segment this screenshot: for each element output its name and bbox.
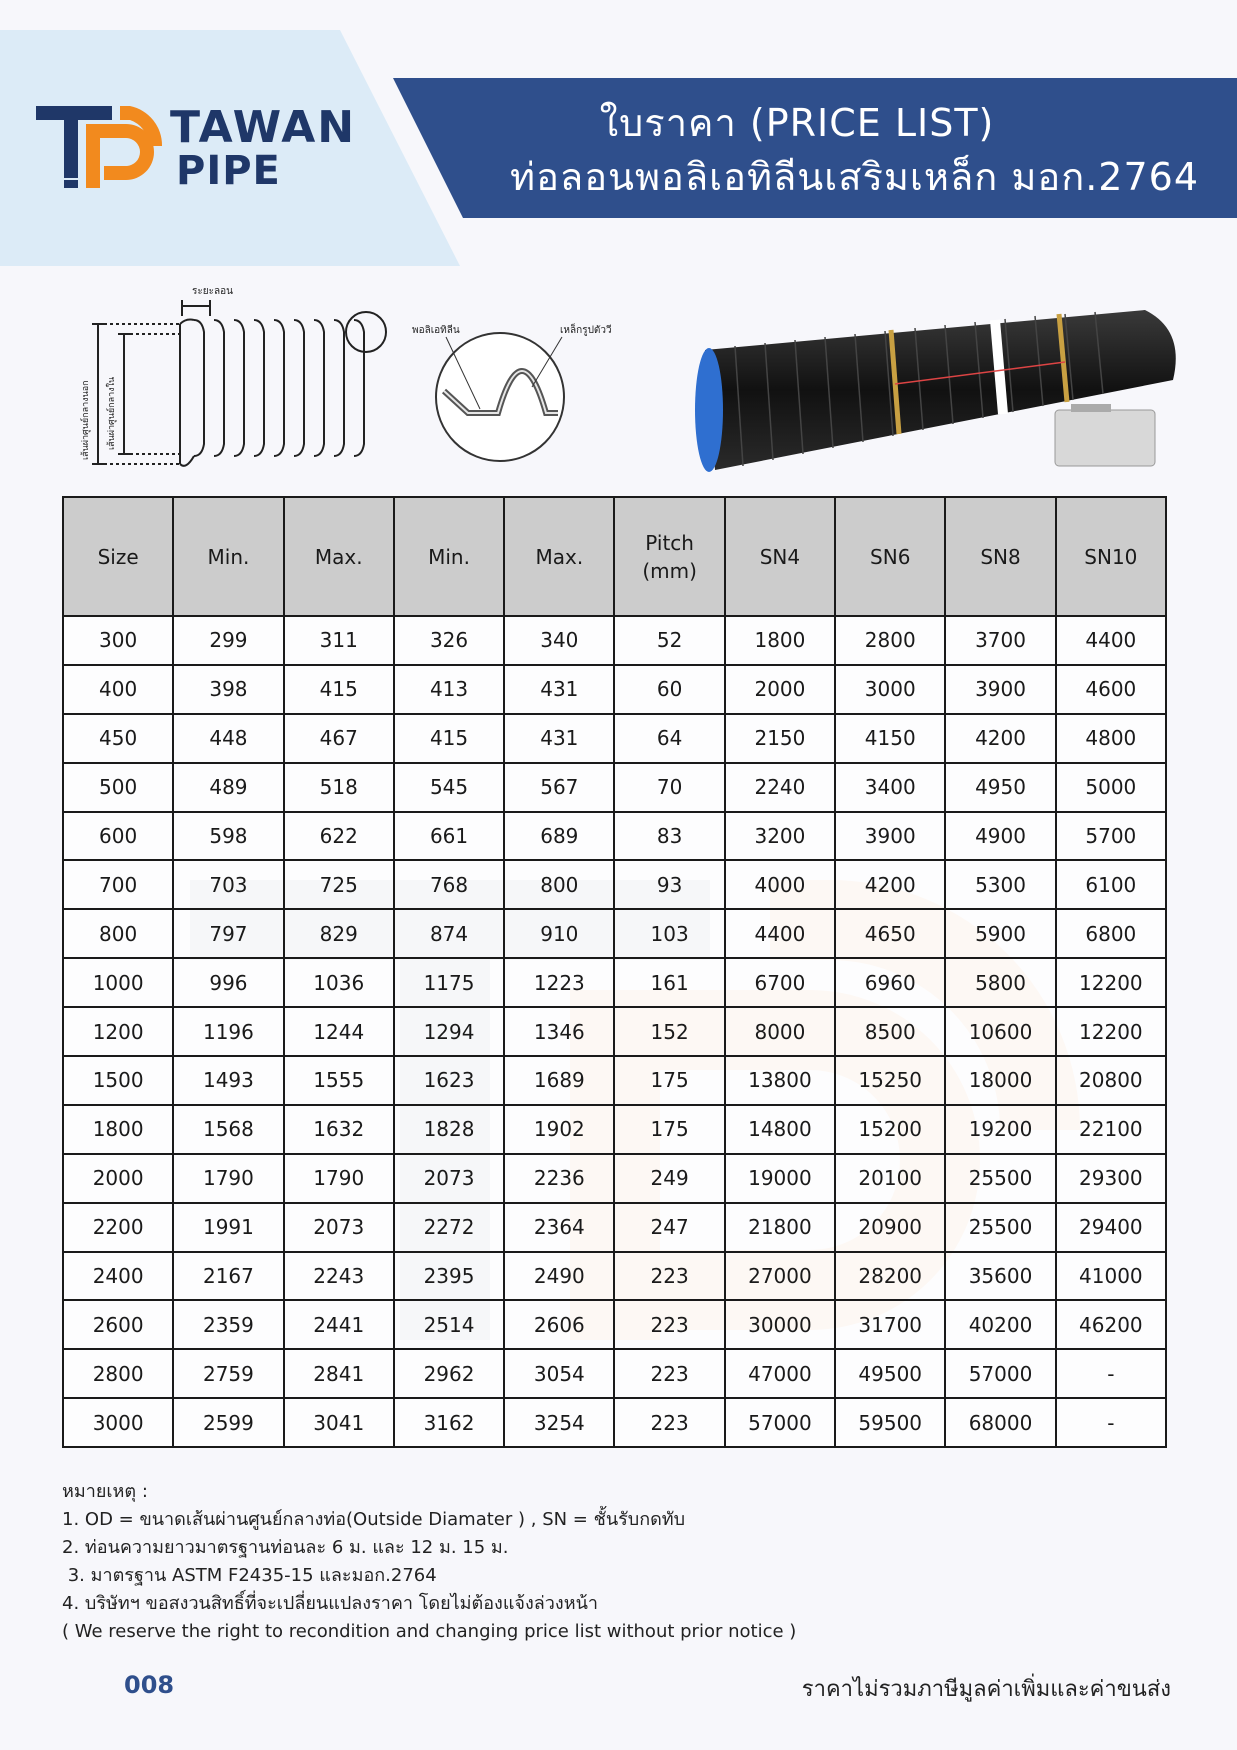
col-header-id-min: Min.	[394, 497, 504, 616]
table-row	[63, 1349, 1166, 1398]
cell-sn4: 3200	[725, 812, 835, 861]
table-row	[63, 812, 1166, 861]
cell-sn6: 3400	[835, 763, 945, 812]
cell-sn8: 19200	[945, 1105, 1055, 1154]
cell-od-min: 448	[173, 714, 283, 763]
cell-size: 600	[63, 812, 173, 861]
cell-id-min: 2073	[394, 1154, 504, 1203]
cell-sn8: 25500	[945, 1203, 1055, 1252]
cell-od-min: 996	[173, 958, 283, 1007]
cell-sn4: 1800	[725, 616, 835, 665]
cell-pitch: 249	[614, 1154, 724, 1203]
cell-sn6: 20100	[835, 1154, 945, 1203]
cell-size: 3000	[63, 1398, 173, 1447]
cell-id-min: 3162	[394, 1398, 504, 1447]
cell-id-min: 2272	[394, 1203, 504, 1252]
cell-sn4: 6700	[725, 958, 835, 1007]
cell-pitch: 175	[614, 1056, 724, 1105]
col-header-od-max: Max.	[284, 497, 394, 616]
cell-id-max: 1346	[504, 1007, 614, 1056]
cell-pitch: 223	[614, 1398, 724, 1447]
cell-pitch: 247	[614, 1203, 724, 1252]
cell-sn10: 22100	[1056, 1105, 1166, 1154]
cell-sn6: 4200	[835, 860, 945, 909]
pitch-label: ระยะลอน	[192, 286, 233, 297]
cell-id-max: 1689	[504, 1056, 614, 1105]
cell-od-min: 2359	[173, 1300, 283, 1349]
cell-id-min: 2395	[394, 1252, 504, 1301]
cell-pitch: 161	[614, 958, 724, 1007]
cell-sn4: 2150	[725, 714, 835, 763]
cell-sn8: 68000	[945, 1398, 1055, 1447]
cell-id-min: 874	[394, 909, 504, 958]
cell-pitch: 70	[614, 763, 724, 812]
cell-od-max: 1555	[284, 1056, 394, 1105]
col-header-sn6: SN6	[835, 497, 945, 616]
cell-pitch: 223	[614, 1349, 724, 1398]
brand-name-line2: PIPE	[176, 148, 281, 194]
cell-od-min: 2759	[173, 1349, 283, 1398]
cell-sn6: 3000	[835, 665, 945, 714]
cell-size: 2400	[63, 1252, 173, 1301]
cell-size: 2200	[63, 1203, 173, 1252]
table-row	[63, 665, 1166, 714]
cell-sn4: 21800	[725, 1203, 835, 1252]
note-item: 2. ท่อนความยาวมาตรฐานท่อนละ 6 ม. และ 12 ม. 15 ม.	[62, 1537, 509, 1558]
cell-pitch: 103	[614, 909, 724, 958]
cell-sn4: 4400	[725, 909, 835, 958]
cell-id-max: 3054	[504, 1349, 614, 1398]
cell-id-min: 1623	[394, 1056, 504, 1105]
cell-sn10: 29400	[1056, 1203, 1166, 1252]
cell-od-max: 2073	[284, 1203, 394, 1252]
table-row	[63, 1252, 1166, 1301]
notes-section	[62, 1478, 796, 1646]
cell-sn8: 5800	[945, 958, 1055, 1007]
cell-size: 450	[63, 714, 173, 763]
cell-pitch: 175	[614, 1105, 724, 1154]
cell-sn8: 5300	[945, 860, 1055, 909]
cell-size: 1200	[63, 1007, 173, 1056]
cell-size: 300	[63, 616, 173, 665]
cell-od-min: 489	[173, 763, 283, 812]
cell-sn10: 6800	[1056, 909, 1166, 958]
cell-sn6: 6960	[835, 958, 945, 1007]
cell-sn6: 28200	[835, 1252, 945, 1301]
cell-id-max: 2490	[504, 1252, 614, 1301]
cell-od-max: 725	[284, 860, 394, 909]
cell-sn8: 57000	[945, 1349, 1055, 1398]
cell-sn6: 8500	[835, 1007, 945, 1056]
cell-id-min: 545	[394, 763, 504, 812]
cell-sn8: 3900	[945, 665, 1055, 714]
table-row	[63, 1056, 1166, 1105]
note-item: 3. มาตรฐาน ASTM F2435-15 และมอก.2764	[62, 1565, 437, 1586]
cell-sn8: 40200	[945, 1300, 1055, 1349]
table-row	[63, 1105, 1166, 1154]
cell-id-max: 567	[504, 763, 614, 812]
cell-sn10: 4400	[1056, 616, 1166, 665]
cell-sn4: 27000	[725, 1252, 835, 1301]
cell-size: 2800	[63, 1349, 173, 1398]
cell-sn6: 49500	[835, 1349, 945, 1398]
table-row	[63, 958, 1166, 1007]
corrugated-pipe-section-diagram	[80, 282, 400, 472]
cell-od-max: 1036	[284, 958, 394, 1007]
price-table	[62, 496, 1167, 1448]
cell-od-max: 622	[284, 812, 394, 861]
cell-od-min: 299	[173, 616, 283, 665]
outside-diameter-label: เส้นผ่าศูนย์กลางนอก	[81, 380, 91, 460]
cell-od-max: 467	[284, 714, 394, 763]
cell-id-max: 431	[504, 665, 614, 714]
cell-pitch: 52	[614, 616, 724, 665]
table-row	[63, 714, 1166, 763]
cell-pitch: 152	[614, 1007, 724, 1056]
tawan-pipe-logo-icon	[34, 100, 164, 190]
cell-sn8: 4950	[945, 763, 1055, 812]
cell-sn10: 12200	[1056, 958, 1166, 1007]
col-header-id-max: Max.	[504, 497, 614, 616]
cell-size: 700	[63, 860, 173, 909]
cell-sn6: 3900	[835, 812, 945, 861]
cell-sn6: 31700	[835, 1300, 945, 1349]
cell-sn4: 14800	[725, 1105, 835, 1154]
cell-od-max: 1790	[284, 1154, 394, 1203]
table-body	[63, 616, 1166, 1447]
cell-id-max: 431	[504, 714, 614, 763]
cell-sn10: 20800	[1056, 1056, 1166, 1105]
cell-sn10: 4600	[1056, 665, 1166, 714]
cell-size: 1800	[63, 1105, 173, 1154]
cell-sn8: 10600	[945, 1007, 1055, 1056]
cell-sn8: 5900	[945, 909, 1055, 958]
cell-id-max: 340	[504, 616, 614, 665]
col-header-sn4: SN4	[725, 497, 835, 616]
cell-od-max: 1632	[284, 1105, 394, 1154]
table-row	[63, 1203, 1166, 1252]
cell-id-min: 413	[394, 665, 504, 714]
cell-pitch: 64	[614, 714, 724, 763]
cell-sn4: 30000	[725, 1300, 835, 1349]
cell-id-max: 689	[504, 812, 614, 861]
col-header-sn8: SN8	[945, 497, 1055, 616]
vat-note: ราคาไม่รวมภาษีมูลค่าเพิ่มและค่าขนส่ง	[801, 1677, 1171, 1702]
cell-od-max: 311	[284, 616, 394, 665]
cell-od-min: 598	[173, 812, 283, 861]
cell-id-max: 2364	[504, 1203, 614, 1252]
cell-od-max: 518	[284, 763, 394, 812]
table-row	[63, 763, 1166, 812]
cell-sn4: 13800	[725, 1056, 835, 1105]
cell-sn10: 5700	[1056, 812, 1166, 861]
cell-sn10: 4800	[1056, 714, 1166, 763]
cell-id-min: 768	[394, 860, 504, 909]
cell-sn6: 4650	[835, 909, 945, 958]
price-table-container	[62, 496, 1167, 1448]
cell-sn6: 20900	[835, 1203, 945, 1252]
cell-sn4: 8000	[725, 1007, 835, 1056]
cell-id-max: 910	[504, 909, 614, 958]
cell-od-max: 2841	[284, 1349, 394, 1398]
cell-od-max: 3041	[284, 1398, 394, 1447]
cell-od-max: 2243	[284, 1252, 394, 1301]
cell-size: 2000	[63, 1154, 173, 1203]
note-item: ( We reserve the right to recondition and changing price list without prior notice )	[62, 1621, 797, 1642]
cell-size: 400	[63, 665, 173, 714]
cell-id-max: 1902	[504, 1105, 614, 1154]
col-header-pitch: Pitch (mm)	[614, 497, 724, 616]
cell-sn8: 25500	[945, 1154, 1055, 1203]
cell-sn10: -	[1056, 1398, 1166, 1447]
cell-sn10: -	[1056, 1349, 1166, 1398]
cell-sn10: 29300	[1056, 1154, 1166, 1203]
col-header-size: Size	[63, 497, 173, 616]
cell-sn10: 41000	[1056, 1252, 1166, 1301]
cell-sn6: 2800	[835, 616, 945, 665]
table-row	[63, 860, 1166, 909]
cell-id-min: 326	[394, 616, 504, 665]
cell-sn10: 5000	[1056, 763, 1166, 812]
cell-id-max: 2236	[504, 1154, 614, 1203]
cell-id-max: 800	[504, 860, 614, 909]
col-header-sn10: SN10	[1056, 497, 1166, 616]
cell-id-min: 1294	[394, 1007, 504, 1056]
cell-od-min: 797	[173, 909, 283, 958]
cell-od-max: 2441	[284, 1300, 394, 1349]
cell-od-min: 1790	[173, 1154, 283, 1203]
cell-sn4: 2000	[725, 665, 835, 714]
cell-pitch: 83	[614, 812, 724, 861]
cell-pitch: 223	[614, 1252, 724, 1301]
page-title-line1: ใบราคา (PRICE LIST)	[599, 101, 995, 145]
cell-sn4: 47000	[725, 1349, 835, 1398]
cell-sn6: 4150	[835, 714, 945, 763]
cell-sn8: 35600	[945, 1252, 1055, 1301]
table-row	[63, 1007, 1166, 1056]
cell-od-min: 2167	[173, 1252, 283, 1301]
note-item: 1. OD = ขนาดเส้นผ่านศูนย์กลางท่อ(Outside Diamater ) , SN = ชั้นรับกดทับ	[62, 1509, 686, 1530]
cell-pitch: 93	[614, 860, 724, 909]
cell-pitch: 60	[614, 665, 724, 714]
cell-od-min: 2599	[173, 1398, 283, 1447]
cell-sn10: 12200	[1056, 1007, 1166, 1056]
page-title-line2: ท่อลอนพอลิเอทิลีนเสริมเหล็ก มอก.2764	[510, 155, 1199, 199]
cell-sn4: 57000	[725, 1398, 835, 1447]
table-row	[63, 1300, 1166, 1349]
cell-sn6: 15250	[835, 1056, 945, 1105]
inside-diameter-label: เส้นผ่าศูนย์กลางใน	[107, 376, 117, 450]
page-number: 008	[124, 1671, 175, 1699]
table-row	[63, 1398, 1166, 1447]
cell-size: 1500	[63, 1056, 173, 1105]
cell-pitch: 223	[614, 1300, 724, 1349]
notes-title: หมายเหตุ :	[62, 1481, 148, 1502]
cell-size: 1000	[63, 958, 173, 1007]
v-steel-label: เหล็กรูปตัววี	[560, 325, 612, 336]
cell-sn8: 3700	[945, 616, 1055, 665]
cell-od-min: 1196	[173, 1007, 283, 1056]
cell-id-min: 2514	[394, 1300, 504, 1349]
table-row	[63, 1154, 1166, 1203]
table-header-row	[63, 497, 1166, 616]
cell-od-max: 829	[284, 909, 394, 958]
cell-sn8: 4900	[945, 812, 1055, 861]
cell-id-min: 1175	[394, 958, 504, 1007]
cell-od-max: 1244	[284, 1007, 394, 1056]
col-header-od-min: Min.	[173, 497, 283, 616]
cell-id-max: 2606	[504, 1300, 614, 1349]
table-row	[63, 616, 1166, 665]
cell-sn4: 2240	[725, 763, 835, 812]
cell-sn4: 19000	[725, 1154, 835, 1203]
cell-sn10: 6100	[1056, 860, 1166, 909]
cell-od-min: 1991	[173, 1203, 283, 1252]
polyethylene-label: พอลิเอทิลีน	[412, 325, 460, 336]
cell-sn4: 4000	[725, 860, 835, 909]
cell-od-max: 415	[284, 665, 394, 714]
cell-sn8: 4200	[945, 714, 1055, 763]
cell-sn6: 15200	[835, 1105, 945, 1154]
table-row	[63, 909, 1166, 958]
cell-id-min: 415	[394, 714, 504, 763]
cell-size: 500	[63, 763, 173, 812]
cell-od-min: 398	[173, 665, 283, 714]
cell-sn6: 59500	[835, 1398, 945, 1447]
cell-sn10: 46200	[1056, 1300, 1166, 1349]
cell-id-max: 3254	[504, 1398, 614, 1447]
note-item: 4. บริษัทฯ ขอสงวนสิทธิ์ที่จะเปลี่ยนแปลงราคา โดยไม่ต้องแจ้งล่วงหน้า	[62, 1593, 598, 1614]
pipe-product-photo	[695, 300, 1185, 490]
cell-sn8: 18000	[945, 1056, 1055, 1105]
cell-od-min: 703	[173, 860, 283, 909]
cell-id-min: 1828	[394, 1105, 504, 1154]
brand-name-line1: TAWAN	[170, 102, 357, 153]
cell-id-min: 661	[394, 812, 504, 861]
cell-id-max: 1223	[504, 958, 614, 1007]
cell-size: 2600	[63, 1300, 173, 1349]
cell-id-min: 2962	[394, 1349, 504, 1398]
cell-od-min: 1493	[173, 1056, 283, 1105]
cell-size: 800	[63, 909, 173, 958]
wall-profile-diagram	[410, 315, 650, 465]
cell-od-min: 1568	[173, 1105, 283, 1154]
